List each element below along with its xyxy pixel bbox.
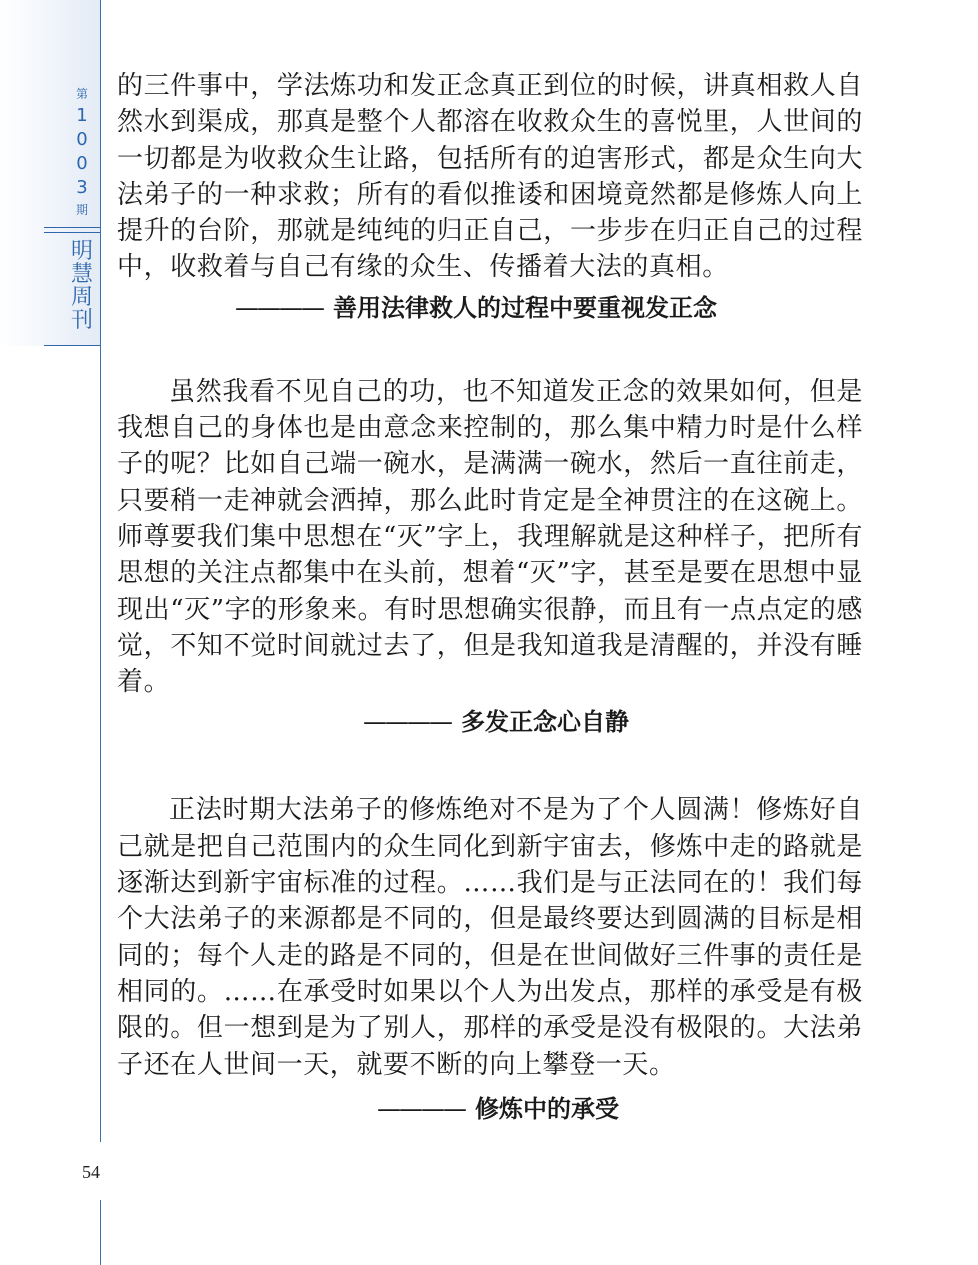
magazine-title-char: 周 <box>70 285 93 310</box>
divider-line <box>44 232 100 233</box>
issue-digit: 1 <box>76 105 88 126</box>
attribution-title: 多发正念心自静 <box>461 708 629 737</box>
magazine-title-char: 明 <box>70 239 93 264</box>
attribution-title: 善用法律救人的过程中要重视发正念 <box>333 293 717 322</box>
excerpt-attribution <box>363 704 863 740</box>
divider-line <box>44 345 100 346</box>
excerpt-paragraph: 虽然我看不见自己的功，也不知道发正念的效果如何，但是我想自己的身体也是由意念来控制的，那么集中精力时是什么样子的呢？比如自己端一碗水，是满满一碗水，然后一直往前走，只要稍一走神就会洒掉，那么此时肯定是全神贯注的在这碗上。师尊要我们集中思想在“灭”字上，我理解就是这种样子，把所有思想的关注点都集中在头前，想着“灭”字，甚至是要在思想中显现出“灭”字的形象来。有时思想确实很静，而且有一点点定的感觉，不知不觉时间就过去了，但是我知道我是清醒的，并没有睡着。 <box>117 376 863 698</box>
page-number: 54 <box>82 1162 100 1182</box>
attribution-title: 修炼中的承受 <box>475 1094 619 1123</box>
article-body <box>117 68 863 1127</box>
excerpt-paragraph: 的三件事中，学法炼功和发正念真正到位的时候，讲真相救人自然水到渠成，那真是整个人都溶在收救众生的喜悦里，人世间的一切都是为收救众生让路，包括所有的迫害形式，都是众生向大法弟子的一种求救；所有的看似推诿和困境竟然都是修炼人向上提升的台阶，那就是纯纯的归正自己，一步步在归正自己的过程中，收救着与自己有缘的众生、传播着大法的真相。 <box>117 71 863 283</box>
issue-digit: 0 <box>76 129 88 150</box>
attribution-dash: ———— <box>235 293 323 322</box>
excerpt-attribution <box>235 290 863 326</box>
excerpt-paragraph: 正法时期大法弟子的修炼绝对不是为了个人圆满！修炼好自己就是把自己范围内的众生同化到新宇宙去，修炼中走的路就是逐渐达到新宇宙标准的过程。……我们是与正法同在的！我们每个大法弟子的来源都是不同的，但是最终要达到圆满的目标是相同的；每个人走的路是不同的，但是在世间做好三件事的责任是相同的。……在承受时如果以个人为出发点，那样的承受是有极限的。但一想到是为了别人，那样的承受是没有极限的。大法弟子还在人世间一天，就要不断的向上攀登一天。 <box>117 795 863 1080</box>
excerpt-attribution <box>377 1091 863 1127</box>
issue-digits <box>62 104 102 200</box>
attribution-dash: ———— <box>377 1094 465 1123</box>
issue-suffix: 期 <box>75 203 88 217</box>
issue-number <box>62 84 102 220</box>
magazine-title-char: 慧 <box>70 262 93 287</box>
magazine-title <box>62 240 102 332</box>
issue-digit: 0 <box>76 153 88 174</box>
attribution-dash: ———— <box>363 708 451 737</box>
issue-digit: 3 <box>76 177 88 198</box>
divider-line <box>44 227 100 228</box>
magazine-title-char: 刊 <box>70 308 93 333</box>
margin-rule-bottom <box>100 1200 101 1265</box>
margin-tab <box>0 0 100 1265</box>
issue-prefix: 第 <box>75 87 88 101</box>
